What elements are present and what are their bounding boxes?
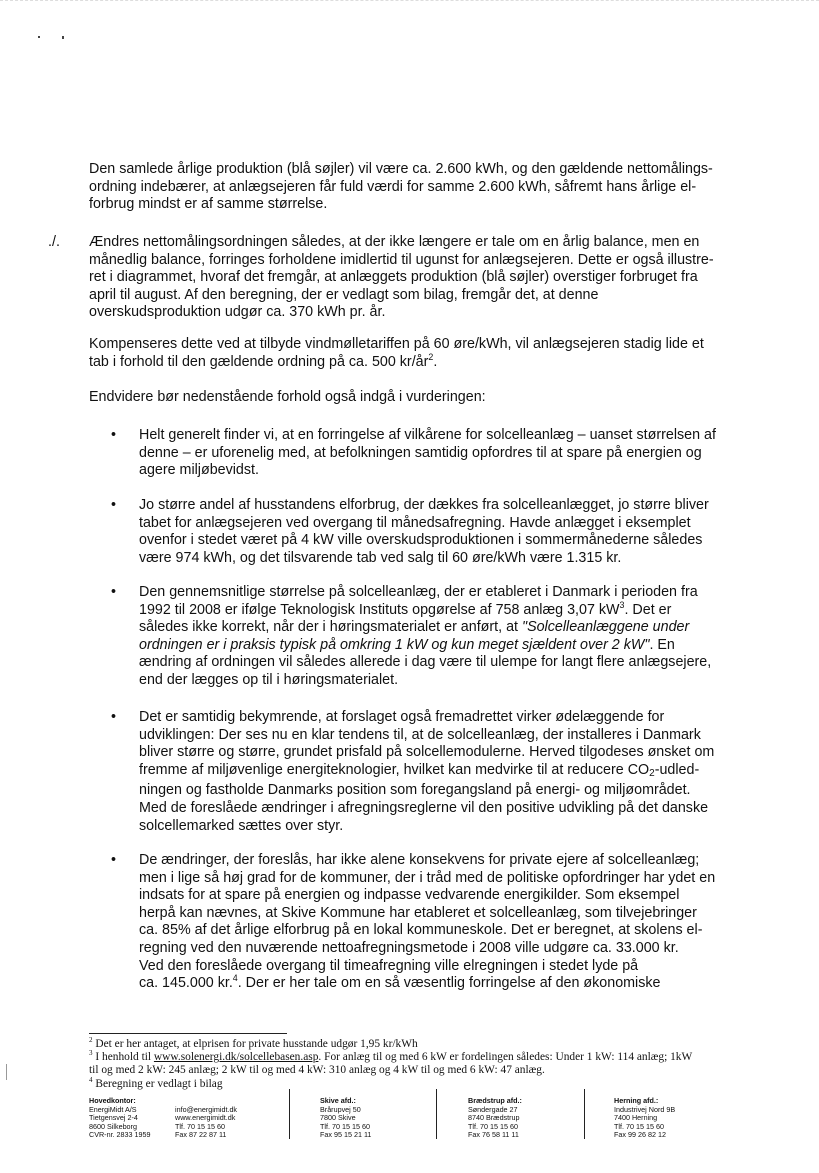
footer-divider xyxy=(289,1089,290,1139)
text-line: ca. 145.000 kr.$^4$. Der er her tale om en så væsentlig forringelse af den økonomiske xyxy=(139,973,661,992)
text-line: end der lægges op til i høringsmaterialet. xyxy=(139,671,399,688)
letterhead-footer xyxy=(89,1097,729,1149)
text-line: Den samlede årlige produktion (blå søjler) vil være ca. 2.600 kWh, og den gældende nettomålings- xyxy=(89,161,713,177)
footer-website[interactable]: www.energimidt.dk xyxy=(175,1113,236,1123)
footer-herning: Herning afd.: Industrivej Nord 9B 7400 Herning Tlf. 70 15 15 60 Fax 99 26 82 12 xyxy=(614,1096,676,1140)
text-line: indsats for at spare på energien og indpasse vedvarende energikilder. Som eksempel xyxy=(139,887,680,904)
paragraph-production xyxy=(89,161,757,214)
text-line: ændring af ordningen vil således allerede i dag være til ulempe for langt flere anlægsejere, xyxy=(139,654,712,671)
text-line: således ikke korrekt, når der i høringsmaterialet er anført, at "Solcelleanlæggene under xyxy=(139,619,690,636)
text-line: ovenfor i stedet været på 4 kW ville overskudsproduktionen i sommermånederne således xyxy=(139,532,703,549)
subscript: 2 xyxy=(649,767,655,779)
scan-edge-mark xyxy=(6,1064,7,1080)
text-line: solcellemarked sættes over styr. xyxy=(139,817,344,834)
text-line: Med de foreslåede ændringer i afregningsreglerne vil den positive udvikling på det danske xyxy=(139,799,709,816)
bullet-symbol: • xyxy=(111,427,117,443)
footer-divider xyxy=(584,1089,585,1139)
text-line: men i lige så høj grad for de kommuner, der i tråd med de politiske opfordringer har ydet en xyxy=(139,869,716,886)
text-line: denne – er uforenelig med, at befolkningen samtidig opfordres til at spare på energien og xyxy=(139,444,702,461)
text-line: ordningen er i praksis typisk på omkring 1 kW og kun meget sjældent over 2 kW". En xyxy=(139,636,675,653)
text-line: Kompenseres dette ved at tilbyde vindmølletariffen på 60 øre/kWh, vil anlægsejeren stadig lide et xyxy=(89,336,704,352)
bullet-symbol: • xyxy=(111,852,117,868)
footnote-ref: 2 xyxy=(428,351,434,362)
footnote-separator xyxy=(89,1033,287,1034)
solenergi-link[interactable]: www.solenergi.dk/solcellebasen.asp xyxy=(153,1051,319,1064)
text-line: Jo større andel af husstandens elforbrug, der dækkes fra solcelleanlægget, jo større bliver xyxy=(139,497,709,513)
paragraph-intro-list xyxy=(89,389,757,407)
footer-skive: Skive afd.: Brårupvej 50 7800 Skive Tlf. 70 15 15 60 Fax 95 15 21 11 xyxy=(320,1096,372,1140)
footer-email[interactable]: info@energimidt.dk xyxy=(175,1104,238,1114)
text-line: Den gennemsnitlige størrelse på solcelleanlæg, der er etableret i Danmark i perioden fra xyxy=(139,584,698,600)
text-line: 1992 til 2008 er ifølge Teknologisk Instituts opgørelse af 758 anlæg 3,07 $kW^3$. Det er xyxy=(139,599,672,618)
scan-speck xyxy=(62,36,64,39)
footnote-ref: 4 xyxy=(232,973,238,984)
text-line: fremme af miljøvenlige energiteknologier, hvilket kan medvirke til at reducere CO2-udled- xyxy=(139,761,700,779)
footnote-3-cont: til og med 2 kW: 245 anlæg; 2 kW til og med 4 kW: 310 anlæg og 4 kW til og med 6 kW: 47 anlæg. xyxy=(89,1064,545,1077)
text-line: ca. 85% af det årlige elforbrug på en lokal kommuneskole. Det er beregnet, at skolens el- xyxy=(139,922,703,939)
text-line: Ændres nettomålingsordningen således, at der ikke længere er tale om en årlig balance, men en xyxy=(89,234,700,250)
text-line: Ved den foreslåede overgang til timeafregning ville elregningen i stedet lyde på xyxy=(139,957,639,974)
text-line: regning ved den nuværende nettoafregningsmetode i 2008 ville udgøre ca. 33.000 kr. xyxy=(139,939,679,956)
text-line: tabet for anlægsejeren ved overgang til månedsafregning. Havde anlægget i eksemplet xyxy=(139,514,691,531)
footnotes xyxy=(89,1038,779,1091)
bullet-symbol: • xyxy=(111,709,117,725)
bullet-symbol: • xyxy=(111,584,117,600)
footnote-2: $^2$ Det er her antaget, at elprisen for private husstande udgør 1,95 kr/kWh xyxy=(89,1036,418,1050)
text-line: ningen og fastholde Danmarks position som foregangsland på energi- og miljøområdet. xyxy=(139,782,691,799)
footnote-3: $^3$ I henhold til www.solenergi.dk/solcellebasen.asp. For anlæg til og med 6 kW er fordelingen således: Under 1 kW: 114 anlæg; 1kW xyxy=(89,1049,693,1064)
footer-contact: info@energimidt.dk www.energimidt.dk Tlf. 70 15 15 60 Fax 87 22 87 11 xyxy=(175,1104,238,1140)
footer-headquarters: Hovedkontor: EnergiMidt A/S Tietgensvej 2-4 8600 Silkeborg CVR-nr. 2833 1959 xyxy=(89,1096,151,1140)
text-line: overskudsproduktion udgør ca. 370 kWh pr. år. xyxy=(89,304,386,321)
footer-divider xyxy=(436,1089,437,1139)
text-line: Endvidere bør nedenstående forhold også indgå i vurderingen: xyxy=(89,389,486,405)
text-line: udviklingen: Der ses nu en klar tendens til, at de solcelleanlæg, der installeres i Danmark xyxy=(139,726,701,743)
scan-speck xyxy=(38,36,40,38)
text-line: agere miljøbevidst. xyxy=(139,462,259,479)
footnote-4: $^4$ Beregning er vedlagt i bilag xyxy=(89,1075,223,1090)
bullet-symbol: • xyxy=(111,497,117,513)
paragraph-compensation xyxy=(89,336,757,371)
paragraph-monthly-balance xyxy=(89,234,757,322)
text-line: månedlig balance, forringes forholdene imidlertid til ugunst for anlægsejeren. Dette er også illustre- xyxy=(89,251,714,268)
text-line: ret i diagrammet, hvoraf det fremgår, at anlæggets produktion (blå søjler) overstiger forbruget fra xyxy=(89,269,698,286)
text-line: ordning indebærer, at anlægsejeren får fuld værdi for samme 2.600 kWh, såfremt hans årlige el- xyxy=(89,178,697,195)
margin-reference-mark: ./. xyxy=(48,234,60,250)
text-line: De ændringer, der foreslås, har ikke alene konsekvens for private ejere af solcelleanlæg; xyxy=(139,852,700,868)
footer-braedstrup: Brædstrup afd.: Søndergade 27 8740 Brædstrup Tlf. 70 15 15 60 Fax 76 58 11 11 xyxy=(468,1096,522,1140)
text-line: Helt generelt finder vi, at en forringelse af vilkårene for solcelleanlæg – uanset størrelsen af xyxy=(139,427,716,443)
text-line: tab i forhold til den gældende ordning på ca. 500 $kr/år^2$. xyxy=(89,351,438,370)
footnote-ref: 3 xyxy=(619,599,625,610)
text-line: herpå kan nævnes, at Skive Kommune har etableret et solcelleanlæg, som tilvejebringer xyxy=(139,904,697,921)
text-line: Det er samtidig bekymrende, at forslaget også fremadrettet virker ødelæggende for xyxy=(139,709,665,725)
text-line: forbrug mindst er af samme størrelse. xyxy=(89,196,328,213)
text-line: april til august. Af den beregning, der er vedlagt som bilag, fremgår det, at denne xyxy=(89,286,599,303)
text-line: være 974 kWh, og det tilsvarende tab ved salg til 60 øre/kWh være 1.315 kr. xyxy=(139,549,622,566)
text-line: bliver større og større, grundet prisfald på solcellemodulerne. Herved tilgodeses ønsket om xyxy=(139,744,715,761)
scan-edge xyxy=(0,0,819,13)
